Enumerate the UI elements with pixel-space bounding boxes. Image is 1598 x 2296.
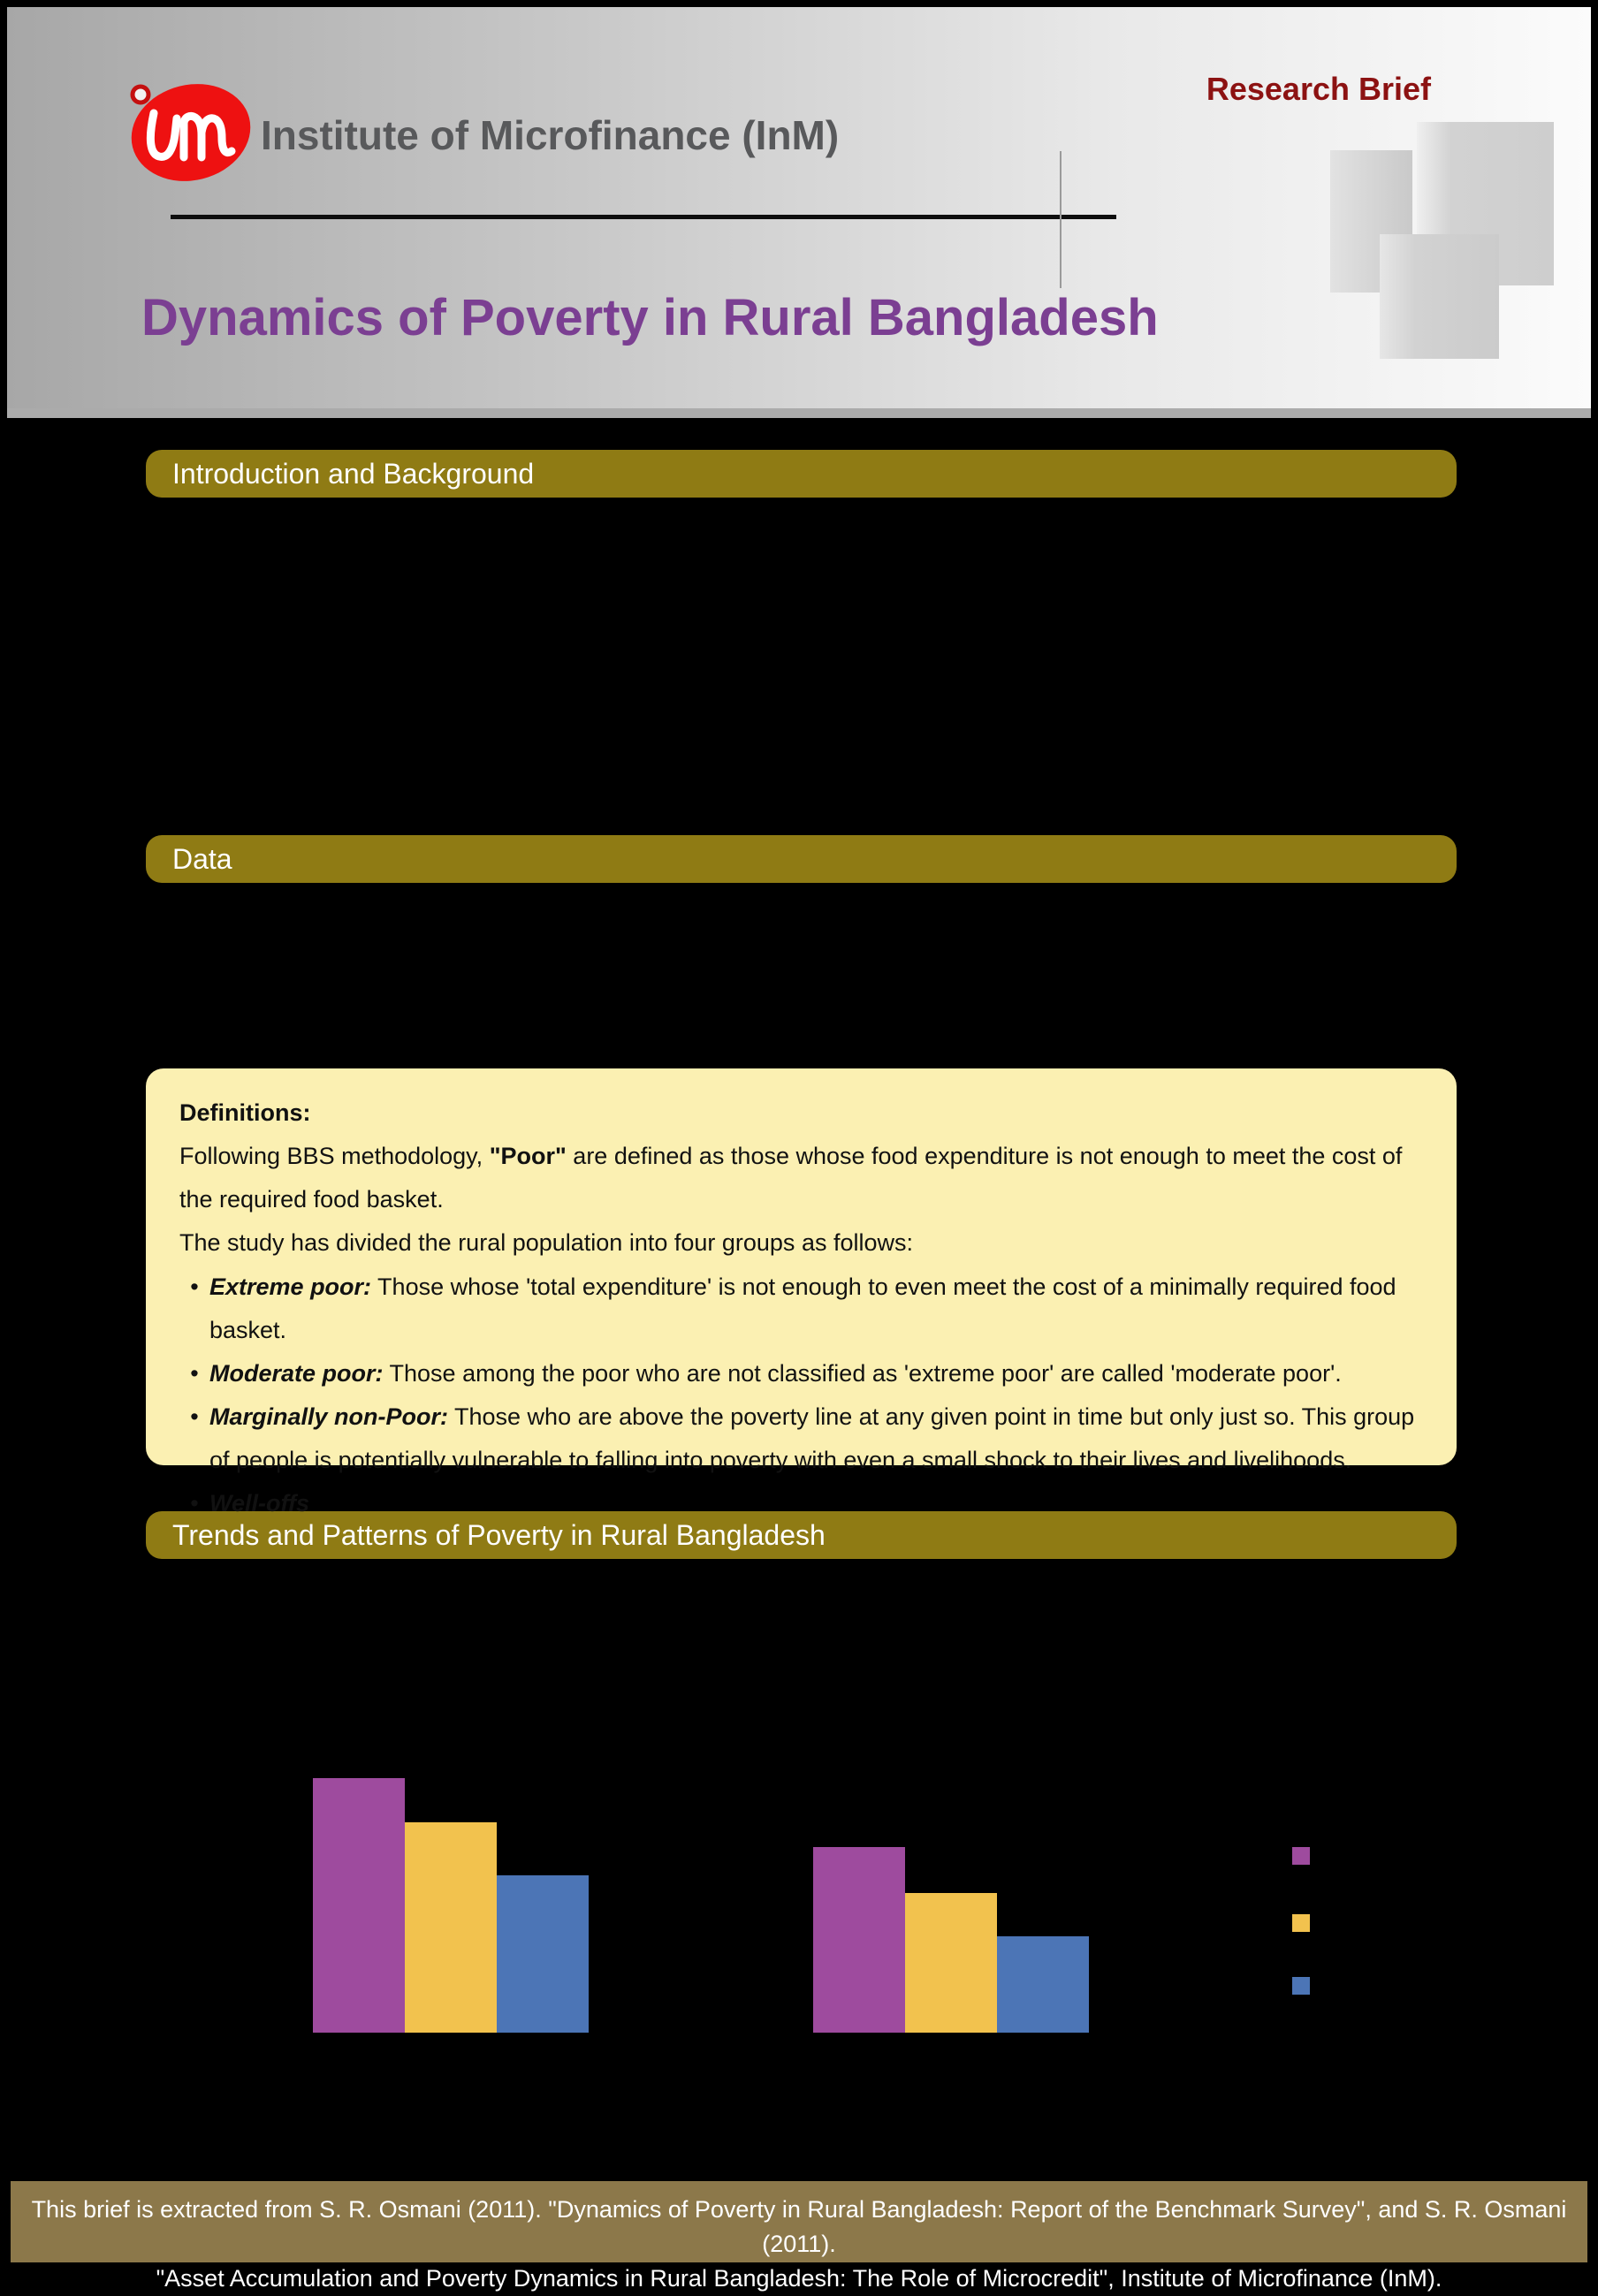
bullet-dot-icon: • <box>190 1273 199 1300</box>
legend-swatch-purple <box>1292 1847 1310 1865</box>
definitions-paragraph-groups: The study has divided the rural population into four groups as follows: <box>179 1229 913 1257</box>
bar-purple-group-1 <box>313 1778 405 2033</box>
definitions-heading: Definitions: <box>179 1099 311 1126</box>
bullet-dot-icon: • <box>190 1359 199 1387</box>
bullet-term: Well-offs <box>209 1490 310 1517</box>
legend-swatch-blue <box>1292 1977 1310 1995</box>
legend-swatch-yellow <box>1292 1914 1310 1932</box>
brand-name: Institute of Microfinance (InM) <box>261 112 840 158</box>
section-header-data: Data <box>146 835 1457 883</box>
bar-blue-group-1 <box>497 1875 589 2033</box>
p1-suffix: are defined as those whose food expenditure is not enough to meet the cost of the required food basket. <box>179 1143 1403 1213</box>
bar-yellow-group-1 <box>405 1822 497 2033</box>
bullet-dot-icon: • <box>190 1403 199 1430</box>
bullet-term: Extreme poor: <box>209 1273 372 1300</box>
section-header-trends: Trends and Patterns of Poverty in Rural Bangladesh <box>146 1511 1457 1559</box>
bullet-desc: Those who are above the poverty line at any given point in time but only just so. This group of people is potentially vulnerable to falling into poverty with even a small shock to their lives and livelihoods. <box>209 1403 1415 1473</box>
footer-line-1: This brief is extracted from S. R. Osmani (2011). "Dynamics of Poverty in Rural Bangladesh: Report of the Benchmark Survey", and S. R. Osmani (2011). <box>31 2196 1567 2258</box>
research-brief-badge: Research Brief <box>1206 71 1431 107</box>
bullet-term: Moderate poor: <box>209 1359 384 1387</box>
page-title: Dynamics of Poverty in Rural Bangladesh <box>141 289 1159 346</box>
bar-yellow-group-2 <box>905 1893 997 2033</box>
bar-blue-group-2 <box>997 1936 1089 2033</box>
bar-purple-group-2 <box>813 1847 905 2033</box>
section-header-introduction: Introduction and Background <box>146 450 1457 498</box>
bullet-desc: Those among the poor who are not classified as 'extreme poor' are called 'moderate poor'. <box>383 1359 1342 1387</box>
bullet-dot-icon: • <box>190 1490 199 1517</box>
bullet-term: Marginally non-Poor: <box>209 1403 448 1430</box>
bullet-desc: Those whose 'total expenditure' is not enough to even meet the cost of a minimally required food basket. <box>209 1273 1396 1343</box>
p1-prefix: Following BBS methodology, <box>179 1143 490 1170</box>
footer-citation <box>11 2181 1587 2292</box>
p1-bold-poor: "Poor" <box>489 1143 567 1170</box>
footer-line-2: "Asset Accumulation and Poverty Dynamics in Rural Bangladesh: The Role of Microcredit", Institute of Microfinance (InM). <box>156 2265 1442 2292</box>
